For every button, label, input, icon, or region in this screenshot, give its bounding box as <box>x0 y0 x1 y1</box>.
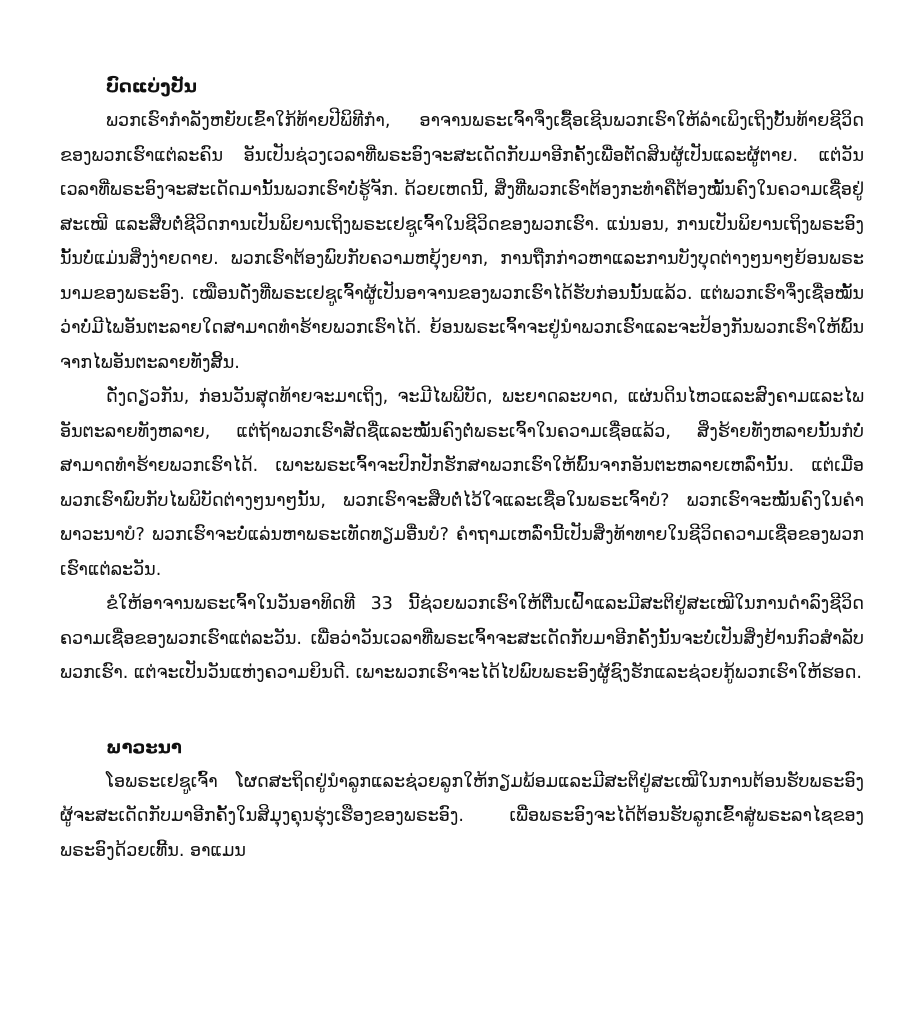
section-heading-reflection: ບົດແບ່ງປັນ <box>106 76 197 97</box>
reflection-paragraph: ພວກເຮົາກຳລັງຫຍັບເຂົ້າໃກ້ທ້າຍປີພິທີກຳ, ອາຈານພຣະເຈົ້າຈຶ່ງເຊື້ອເຊີນພວກເຮົາໃຫ້ລຳເພິງເຖິງບັ້ນທ້າຍຊີວິດຂອງພວກເຮົາແຕ່ລະຄົນ ອັນເປັນຊ່ວງເວລາທີ່ພຣະອົງຈະສະເດັດກັບມາອີກຄັ້ງເພື່ອຕັດສິນຜູ້ເປັນແລະຜູ້ຕາຍ. ແຕ່ວັນເວລາທີ່ພຣະອົງຈະສະເດັດມານັ້ນພວກເຮົາບໍ່ຮູ້ຈັກ. ດ້ວຍເຫດນີ້, ສິ່ງທີ່ພວກເຮົາຕ້ອງກະທຳຄືຕ້ອງໝັ້ນຄົງໃນຄວາມເຊື່ອຢູ່ສະເໝີ ແລະສືບຕໍ່ຊີວິດການເປັນພິຍານເຖິງພຣະເຢຊູເຈົ້າໃນຊີວິດຂອງພວກເຮົາ. ແນ່ນອນ, ການເປັນພິຍານເຖິງພຣະອົງນັ້ນບໍ່ແມ່ນສິ່ງງ່າຍດາຍ. ພວກເຮົາຕ້ອງພົບກັບຄວາມຫຍຸ້ງຍາກ, ການຖືກກ່າວຫາແລະການບັງບຸດຕ່າງໆນາໆຍ້ອນພຣະນາມຂອງພຣະອົງ. ເໝືອນດັ່ງທີ່ພຣະເຢຊູເຈົ້າຜູ້ເປັນອາຈານຂອງພວກເຮົາໄດ້ຮັບກ່ອນນັ້ນແລ້ວ. ແຕ່ພວກເຮົາຈຶ່ງເຊື່ອໝັ້ນວ່າບໍ່ມີໄພອັນຕະລາຍໃດສາມາດທຳຮ້າຍພວກເຮົາໄດ້. ຍ້ອນພຣະເຈົ້າຈະຢູ່ນຳພວກເຮົາແລະຈະປ້ອງກັນພວກເຮົາໃຫ້ພົ້ນຈາກໄພອັນຕະລາຍທັງສິ້ນ. <box>60 111 865 373</box>
document-page <box>60 70 864 868</box>
prayer-paragraph: ໂອພຣະເຢຊູເຈົ້າ ໂຜດສະຖິດຢູ່ນຳລູກແລະຊ່ວຍລູກໃຫ້ກຽມພ້ອມແລະມີສະຕິຢູ່ສະເໝີໃນການຕ້ອນຮັບພຣະອົງຜູ້ຈະສະເດັດກັບມາອີກຄັ້ງໃນສິມຸງຄຸນຮຸ່ງເຮືອງຂອງພຣະອົງ. ເພື່ອພຣະອົງຈະໄດ້ຕ້ອນຮັບລູກເຂົ້າສູ່ພຣະລາໄຊຂອງພຣະອົງດ້ວຍເທີ້ນ. ອາແມນ <box>60 771 864 861</box>
reflection-paragraph: ຂໍໃຫ້ອາຈານພຣະເຈົ້າໃນວັນອາທິດທີ 33 ນີ້ຊ່ວຍພວກເຮົາໃຫ້ຕື່ນເຝົ້າແລະມີສະຕິຢູ່ສະເໝີໃນການດຳລົງຊີວິດຄວາມເຊື່ອຂອງພວກເຮົາແຕ່ລະວັນ. ເພື່ອວ່າວັນເວລາທີ່ພຣະເຈົ້າຈະສະເດັດກັບມາອີກຄັ້ງນັ້ນຈະບໍ່ເປັນສິ່ງຢ້ານກົວສຳລັບພວກເຮົາ. ແຕ່ຈະເປັນວັນແຫ່ງຄວາມຍິນດີ. ເພາະພວກເຮົາຈະໄດ້ໄປພົບພຣະອົງຜູ້ຊົງຮັກແລະຊ່ວຍກູ້ພວກເຮົາໃຫ້ຮອດ. <box>60 594 864 683</box>
section-heading-prayer: ພາວະນາ <box>106 736 182 758</box>
section-spacer <box>60 691 864 731</box>
reflection-paragraph: ດັ່ງດຽວກັນ, ກ່ອນວັນສຸດທ້າຍຈະມາເຖິງ, ຈະມີໄພພິບັດ, ພະຍາດລະບາດ, ແຜ່ນດິນໄຫວແລະສົງຄາມແລະໄພອັນຕະລາຍທັງຫລາຍ, ແຕ່ຖ້າພວກເຮົາສັດຊື່ແລະໝັ້ນຄົງຕໍ່ພຣະເຈົ້າໃນຄວາມເຊື່ອແລ້ວ, ສິ່ງຮ້າຍທັງຫລາຍນັ້ນກໍບໍ່ສາມາດທຳຮ້າຍພວກເຮົາໄດ້. ເພາະພຣະເຈົ້າຈະປົກປັກຮັກສາພວກເຮົາໃຫ້ພົ້ນຈາກອັນຕະຫລາຍເຫລົ່ານັ້ນ. ແຕ່ເມື່ອພວກເຮົາພົບກັບໄພພິບັດຕ່າງໆນາໆນັ້ນ, ພວກເຮົາຈະສືບຕໍ່ໄວ້ໃຈແລະເຊື່ອໃນພຣະເຈົ້າບໍ? ພວກເຮົາຈະໝັ້ນຄົງໃນຄຳພາວະນາບໍ? ພວກເຮົາຈະບໍ່ແລ່ນຫາພຣະເທັດທຽມອື່ນບໍ? ຄຳຖາມເຫລົ່ານີ້ເປັນສິ່ງທ້າທາຍໃນຊີວິດຄວາມເຊື່ອຂອງພວກເຮົາແຕ່ລະວັນ. <box>60 387 864 580</box>
